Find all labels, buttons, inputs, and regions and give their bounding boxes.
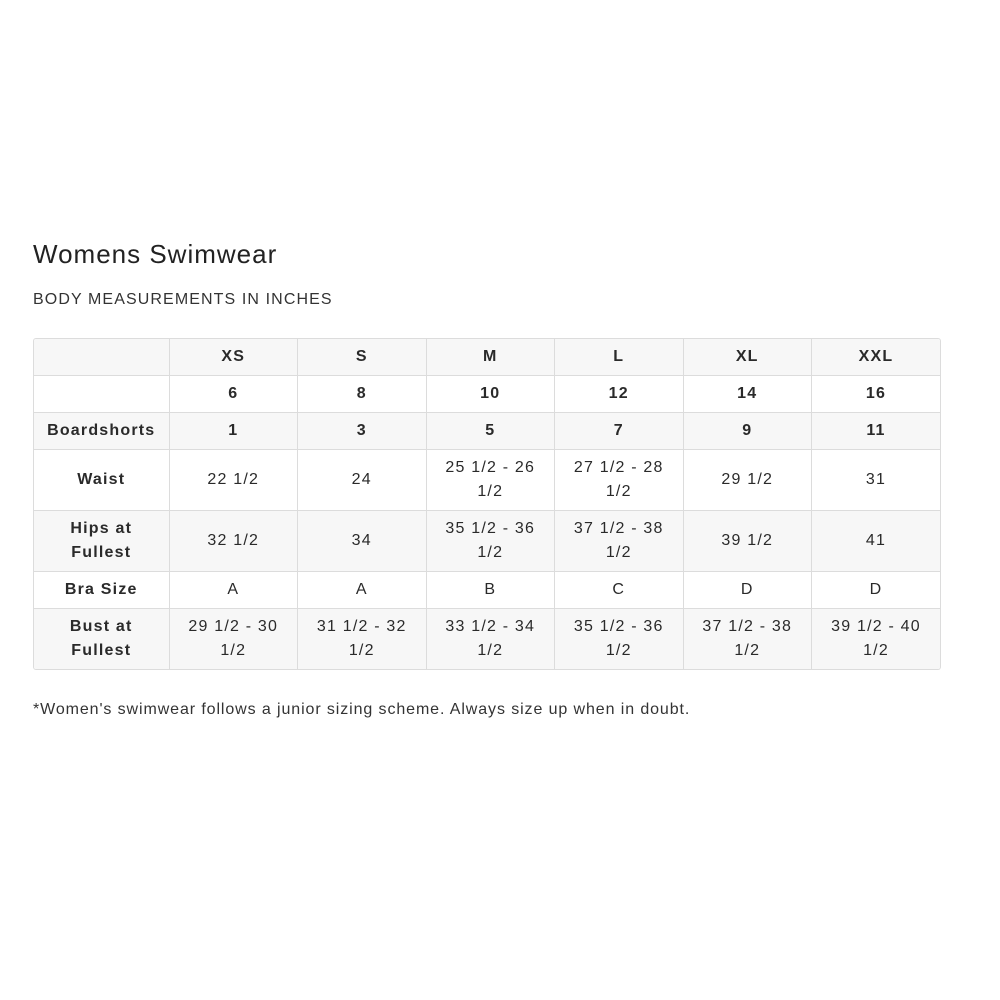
size-number: 16 xyxy=(812,376,941,413)
table-cell: 27 1/2 - 28 1/2 xyxy=(555,450,684,511)
table-cell: 41 xyxy=(812,511,941,572)
table-cell-empty xyxy=(34,339,169,376)
table-cell: 29 1/2 - 30 1/2 xyxy=(169,609,298,670)
size-table-container xyxy=(33,338,941,670)
table-cell: 33 1/2 - 34 1/2 xyxy=(426,609,555,670)
table-row-size-numbers xyxy=(34,376,940,413)
table-cell: 25 1/2 - 26 1/2 xyxy=(426,450,555,511)
table-cell: 11 xyxy=(812,413,941,450)
table-cell: 29 1/2 xyxy=(683,450,812,511)
table-cell: C xyxy=(555,572,684,609)
size-number: 6 xyxy=(169,376,298,413)
table-cell: D xyxy=(683,572,812,609)
table-cell: 3 xyxy=(298,413,427,450)
size-number: 12 xyxy=(555,376,684,413)
table-cell: 37 1/2 - 38 1/2 xyxy=(683,609,812,670)
size-table xyxy=(34,339,940,669)
table-cell: A xyxy=(298,572,427,609)
table-row-waist xyxy=(34,450,940,511)
size-header-s: S xyxy=(298,339,427,376)
table-cell: 32 1/2 xyxy=(169,511,298,572)
table-cell: B xyxy=(426,572,555,609)
table-row-bra-size xyxy=(34,572,940,609)
size-header-m: M xyxy=(426,339,555,376)
size-header-l: L xyxy=(555,339,684,376)
table-cell: 34 xyxy=(298,511,427,572)
row-label-waist: Waist xyxy=(34,450,169,511)
row-label-bra-size: Bra Size xyxy=(34,572,169,609)
size-header-xl: XL xyxy=(683,339,812,376)
table-cell: 37 1/2 - 38 1/2 xyxy=(555,511,684,572)
table-cell: 22 1/2 xyxy=(169,450,298,511)
size-number: 10 xyxy=(426,376,555,413)
page-title: Womens Swimwear xyxy=(33,239,278,269)
size-chart xyxy=(33,238,941,720)
table-row-size-letters xyxy=(34,339,940,376)
table-cell: 35 1/2 - 36 1/2 xyxy=(555,609,684,670)
table-row-bust xyxy=(34,609,940,670)
table-cell: 35 1/2 - 36 1/2 xyxy=(426,511,555,572)
row-label-boardshorts: Boardshorts xyxy=(34,413,169,450)
table-row-boardshorts xyxy=(34,413,940,450)
table-cell: A xyxy=(169,572,298,609)
sizing-footnote: *Women's swimwear follows a junior sizing scheme. Always size up when in doubt. xyxy=(33,701,691,718)
size-header-xs: XS xyxy=(169,339,298,376)
table-cell: 5 xyxy=(426,413,555,450)
table-cell: 7 xyxy=(555,413,684,450)
table-cell-empty xyxy=(34,376,169,413)
row-label-hips: Hips at Fullest xyxy=(34,511,169,572)
table-cell: D xyxy=(812,572,941,609)
row-label-bust: Bust at Fullest xyxy=(34,609,169,670)
table-cell: 39 1/2 - 40 1/2 xyxy=(812,609,941,670)
table-row-hips xyxy=(34,511,940,572)
size-number: 8 xyxy=(298,376,427,413)
section-subtitle: BODY MEASUREMENTS IN INCHES xyxy=(33,291,333,308)
table-cell: 24 xyxy=(298,450,427,511)
table-cell: 31 1/2 - 32 1/2 xyxy=(298,609,427,670)
table-cell: 39 1/2 xyxy=(683,511,812,572)
table-cell: 9 xyxy=(683,413,812,450)
table-cell: 31 xyxy=(812,450,941,511)
size-number: 14 xyxy=(683,376,812,413)
size-header-xxl: XXL xyxy=(812,339,941,376)
table-cell: 1 xyxy=(169,413,298,450)
